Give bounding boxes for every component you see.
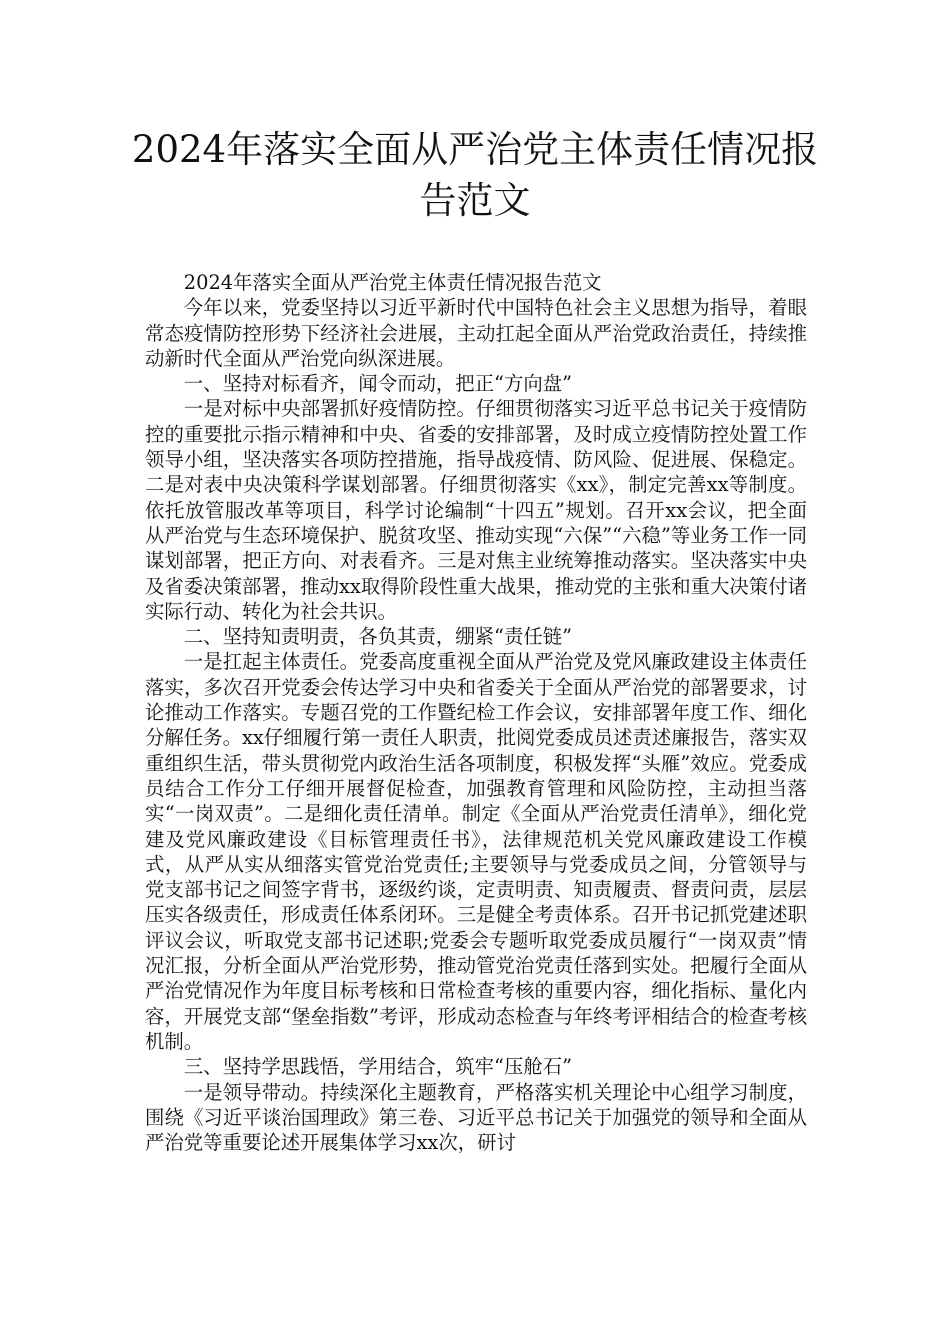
section-heading-3: 三、坚持学思践悟，学用结合，筑牢“压舱石” bbox=[183, 1055, 573, 1079]
section-2-paragraph: 一是扛起主体责任。党委高度重视全面从严治党及党风廉政建设主体责任落实，多次召开党委会传达学习中央和省委关于全面从严治党的部署要求，讨论推动工作落实。专题召党的工作暨纪检工作会议，安排部署年度工作、细化分解任务。xx仔细履行第一责任人职责，批阅党委成员述责述廉报告，落实双重组织生活，带头贯彻党内政治生活各项制度，积极发挥“头雁”效应。党委成员结合工作分工仔细开展督促检查，加强教育管理和风险防控，主动担当落实“一岗双责”。二是细化责任清单。制定《全面从严治党责任清单》，细化党建及党风廉政建设《目标管理责任书》，法律规范机关党风廉政建设工作模式，从严从实从细落实管党治党责任;主要领导与党委成员之间，分管领导与党支部书记之间签字背书，逐级约谈，定责明责、知责履责、督责问责，层层压实各级责任，形成责任体系闭环。三是健全考责体系。召开书记抓党建述职评议会议，听取党支部书记述职;党委会专题听取党委成员履行“一岗双责”情况汇报，分析全面从严治党形势，推动管党治党责任落到实处。把履行全面从严治党情况作为年度目标考核和日常检查考核的重要内容，细化指标、量化内容，开展党支部“堡垒指数”考评，形成动态检查与年终考评相结合的检查考核机制。 bbox=[145, 650, 807, 1053]
subtitle-paragraph: 2024年落实全面从严治党主体责任情况报告范文 bbox=[183, 271, 602, 294]
document-title: 2024年落实全面从严治党主体责任情况报告范文 bbox=[131, 128, 819, 222]
section-heading-1: 一、坚持对标看齐，闻令而动，把正“方向盘” bbox=[183, 372, 573, 396]
section-1-paragraph: 一是对标中央部署抓好疫情防控。仔细贯彻落实习近平总书记关于疫情防控的重要批示指示精神和中央、省委的安排部署，及时成立疫情防控处置工作领导小组，坚决落实各项防控措施，指导战疫情、防风险、促进展、保稳定。二是对表中央决策科学谋划部署。仔细贯彻落实《xx》，制定完善xx等制度。依托放管服改革等项目，科学讨论编制“十四五”规划。召开xx会议，把全面从严治党与生态环境保护、脱贫攻坚、推动实现“六保”“六稳”等业务工作一同谋划部署，把正方向、对表看齐。三是对焦主业统筹推动落实。坚决落实中央及省委决策部署，推动xx取得阶段性重大战果，推动党的主张和重大决策付诸实际行动、转化为社会共识。 bbox=[145, 397, 807, 623]
section-heading-2: 二、坚持知责明责，各负其责，绷紧“责任链” bbox=[183, 625, 573, 649]
intro-paragraph: 今年以来，党委坚持以习近平新时代中国特色社会主义思想为指导，着眼常态疫情防控形势下经济社会进展，主动扛起全面从严治党政治责任，持续推动新时代全面从严治党向纵深进展。 bbox=[145, 296, 807, 370]
document-body bbox=[145, 270, 807, 1155]
section-3-paragraph: 一是领导带动。持续深化主题教育，严格落实机关理论中心组学习制度，围绕《习近平谈治国理政》第三卷、习近平总书记关于加强党的领导和全面从严治党等重要论述开展集体学习xx次，研讨 bbox=[145, 1080, 807, 1155]
